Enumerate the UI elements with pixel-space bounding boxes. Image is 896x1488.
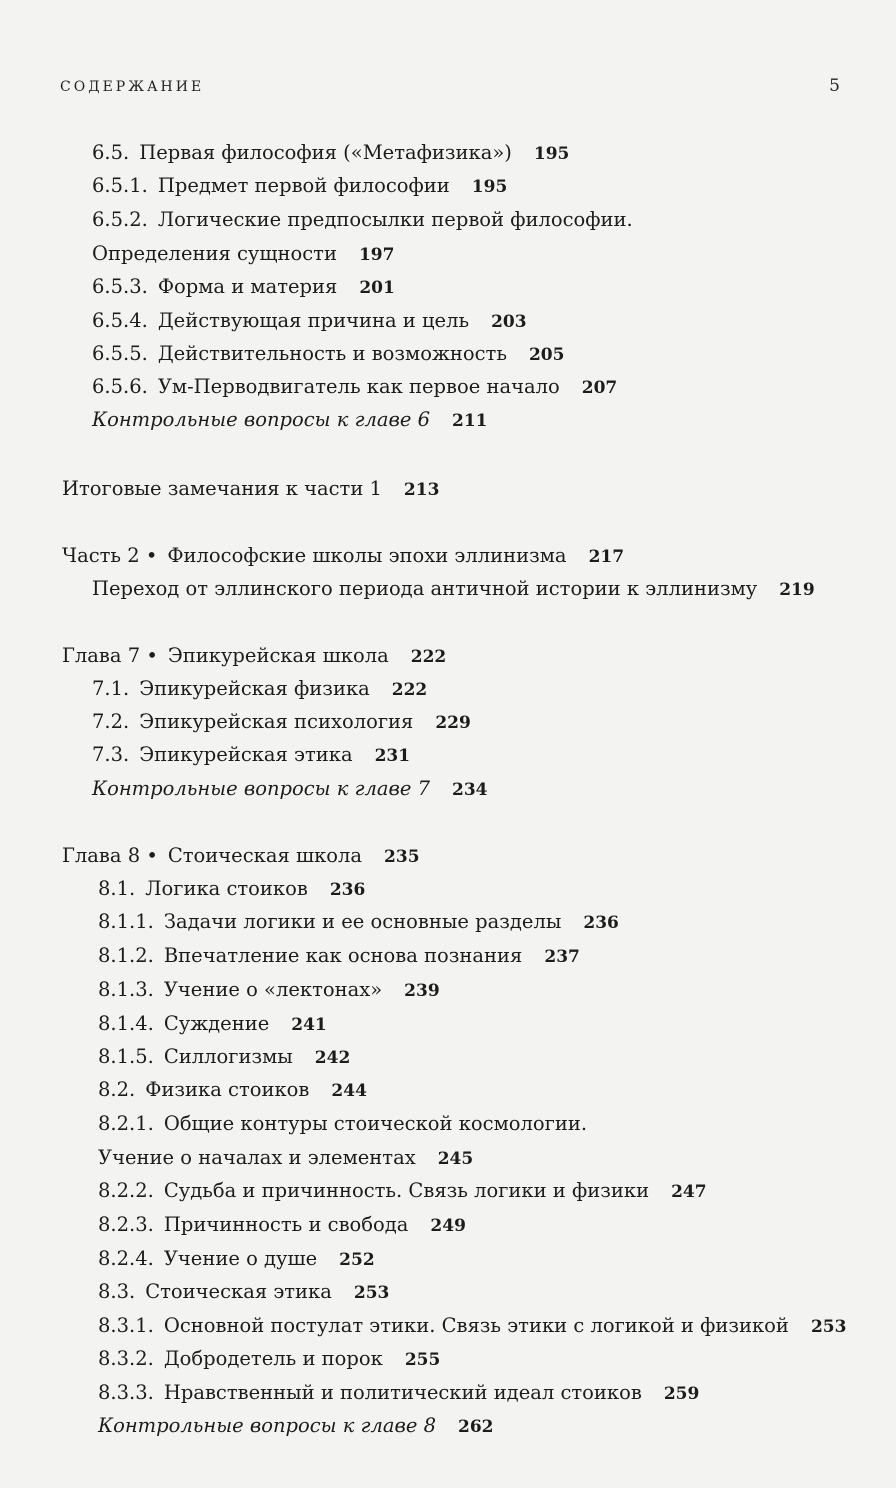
toc-entry (92, 274, 395, 300)
toc-entry-title: Нравственный и политический идеал стоиков (163, 1381, 642, 1404)
toc-entry-page: 245 (437, 1149, 474, 1169)
toc-entry-title: Первая философия («Метафизика») (139, 141, 512, 164)
toc-entry-title: Определения сущности (92, 242, 337, 265)
toc-entry-number: 8.1.3. (98, 978, 154, 1001)
toc-entry (98, 876, 365, 902)
toc-entry-title: Эпикурейская этика (139, 743, 353, 766)
toc-entry-title: Стоическая этика (145, 1280, 332, 1303)
toc-entry-number: 7.3. (92, 743, 130, 766)
toc-entry-page: 195 (471, 177, 508, 197)
toc-entry (98, 1279, 389, 1305)
toc-entry-page: 205 (528, 345, 565, 365)
toc-entry (92, 173, 507, 199)
toc-entry-page: 255 (404, 1350, 441, 1370)
toc-entry (92, 308, 527, 334)
toc-entry-number: 6.5.4. (92, 309, 148, 332)
toc-entry-title: Эпикурейская психология (139, 710, 414, 733)
toc-entry (92, 742, 410, 768)
toc-entry (92, 709, 471, 735)
toc-entry-title: Итоговые замечания к части 1 (62, 477, 382, 500)
toc-entry-title: Ум-Перводвигатель как первое начало (157, 375, 560, 398)
toc-entry-page: 217 (588, 547, 625, 567)
toc-entry-number: 8.3.1. (98, 1314, 154, 1337)
toc-entry (98, 1011, 327, 1037)
toc-entry-title: Действительность и возможность (157, 342, 507, 365)
toc-part (62, 543, 624, 569)
toc-entry-number: 8.1.1. (98, 910, 154, 933)
toc-entry-number: 8.2.4. (98, 1247, 154, 1270)
toc-entry (92, 207, 633, 233)
toc-entry-page: 253 (810, 1317, 847, 1337)
page-number: 5 (829, 76, 840, 96)
toc-entry-page: 247 (671, 1182, 707, 1202)
toc-entry-page: 231 (374, 746, 411, 766)
toc-entry-page: 244 (331, 1081, 367, 1101)
toc-entry-number: 6.5. (92, 141, 130, 164)
toc-review-questions (98, 1413, 494, 1439)
toc-entry-page: 222 (410, 647, 447, 667)
toc-entry (98, 1212, 466, 1238)
toc-entry (98, 1178, 707, 1204)
toc-entry (92, 576, 815, 602)
toc-entry (98, 1380, 699, 1406)
toc-entry-title: Силлогизмы (163, 1045, 293, 1068)
toc-entry-number: 6.5.3. (92, 275, 148, 298)
toc-entry-page: 219 (779, 580, 815, 600)
toc-entry-title: Форма и материя (157, 275, 338, 298)
toc-entry-title: Учение о душе (163, 1247, 318, 1270)
toc-entry-title: Суждение (163, 1012, 270, 1035)
toc-entry-title: Предмет первой философии (157, 174, 450, 197)
toc-entry-title: Судьба и причинность. Связь логики и физики (163, 1179, 650, 1202)
toc-entry-page: 242 (314, 1048, 351, 1068)
toc-entry-number: 8.3.3. (98, 1381, 154, 1404)
toc-entry (98, 1313, 846, 1339)
toc-entry-page: 262 (458, 1417, 494, 1437)
toc-entry-title: Основной постулат этики. Связь этики с логикой и физикой (163, 1314, 789, 1337)
toc-entry (98, 1077, 367, 1103)
toc-entry-page: 211 (452, 411, 488, 431)
toc-entry-page: 259 (663, 1384, 700, 1404)
toc-entry-page: 241 (291, 1015, 327, 1035)
toc-entry-title: Действующая причина и цель (157, 309, 470, 332)
toc-entry-number: 8.1.2. (98, 944, 154, 967)
toc-review-questions (92, 407, 488, 433)
toc-chapter (62, 843, 420, 869)
toc-entry-page: 201 (359, 278, 395, 298)
toc-entry-number: 8.2.2. (98, 1179, 154, 1202)
toc-entry-number: 8.3. (98, 1280, 136, 1303)
toc-entry-number: 8.2.1. (98, 1112, 154, 1135)
toc-entry-number: 6.5.1. (92, 174, 148, 197)
toc-entry-page: 213 (403, 480, 440, 500)
toc-entry-title: Физика стоиков (145, 1078, 310, 1101)
toc-review-questions (92, 776, 488, 802)
toc-entry-number: 7.2. (92, 710, 130, 733)
toc-entry-number: 6.5.6. (92, 375, 148, 398)
toc-entry (92, 374, 617, 400)
toc-entry (98, 977, 440, 1003)
toc-chapter-number: Глава 8 • (62, 844, 158, 867)
toc-entry (92, 341, 564, 367)
toc-entry-title: Переход от эллинского периода античной истории к эллинизму (92, 577, 758, 600)
toc-entry-number: 8.1.4. (98, 1012, 154, 1035)
toc-entry-title: Эпикурейская физика (139, 677, 370, 700)
toc-entry-number: 7.1. (92, 677, 130, 700)
toc-entry-continuation (92, 241, 394, 267)
toc-entry-title: Логика стоиков (145, 877, 308, 900)
toc-part-number: Часть 2 • (62, 544, 158, 567)
toc-entry-page: 239 (404, 981, 440, 1001)
toc-entry-number: 8.3.2. (98, 1347, 154, 1370)
toc-entry-title: Контрольные вопросы к главе 6 (92, 408, 430, 431)
toc-entry-title: Логические предпосылки первой философии. (157, 208, 633, 231)
toc-entry-page: 253 (353, 1283, 390, 1303)
toc-entry (98, 1346, 440, 1372)
toc-entry-page: 236 (329, 880, 366, 900)
toc-entry-number: 6.5.2. (92, 208, 148, 231)
toc-entry-title: Эпикурейская школа (167, 644, 389, 667)
toc-entry-title: Контрольные вопросы к главе 8 (98, 1414, 436, 1437)
toc-entry-title: Добродетель и порок (163, 1347, 383, 1370)
toc-entry-page: 229 (435, 713, 471, 733)
toc-entry-title: Учение о «лектонах» (163, 978, 383, 1001)
toc-entry-title: Стоическая школа (167, 844, 363, 867)
toc-entry-page: 236 (583, 913, 619, 933)
toc-entry (92, 140, 569, 166)
toc-entry (92, 676, 427, 702)
toc-entry-title: Философские школы эпохи эллинизма (167, 544, 567, 567)
toc-entry-page: 203 (491, 312, 527, 332)
toc-entry-page: 234 (452, 780, 488, 800)
toc-entry-page: 252 (339, 1250, 375, 1270)
toc-entry-title: Впечатление как основа познания (163, 944, 523, 967)
toc-entry-page: 207 (581, 378, 618, 398)
toc-entry-title: Причинность и свобода (163, 1213, 409, 1236)
toc-entry-page: 195 (533, 144, 570, 164)
toc-entry (98, 1246, 375, 1272)
toc-entry-title: Задачи логики и ее основные разделы (163, 910, 562, 933)
toc-entry-title: Контрольные вопросы к главе 7 (92, 777, 430, 800)
toc-entry-continuation (98, 1145, 473, 1171)
toc-entry-number: 8.2.3. (98, 1213, 154, 1236)
toc-entry (98, 943, 580, 969)
toc-entry-number: 8.1. (98, 877, 136, 900)
toc-entry-number: 6.5.5. (92, 342, 148, 365)
toc-entry-page: 237 (544, 947, 580, 967)
toc-entry-number: 8.1.5. (98, 1045, 154, 1068)
toc-entry-number: 8.2. (98, 1078, 136, 1101)
toc-entry (98, 909, 619, 935)
toc-entry-page: 222 (391, 680, 428, 700)
toc-entry-page: 197 (358, 245, 395, 265)
toc-entry-title: Общие контуры стоической космологии. (163, 1112, 588, 1135)
toc-entry (98, 1111, 587, 1137)
toc-section (62, 476, 439, 502)
toc-entry-title: Учение о началах и элементах (98, 1146, 416, 1169)
toc-entry (98, 1044, 350, 1070)
running-head-title: СОДЕРЖАНИЕ (60, 79, 205, 95)
toc-entry-page: 235 (384, 847, 420, 867)
toc-chapter-number: Глава 7 • (62, 644, 158, 667)
toc-entry-page: 249 (430, 1216, 466, 1236)
toc-chapter (62, 643, 446, 669)
